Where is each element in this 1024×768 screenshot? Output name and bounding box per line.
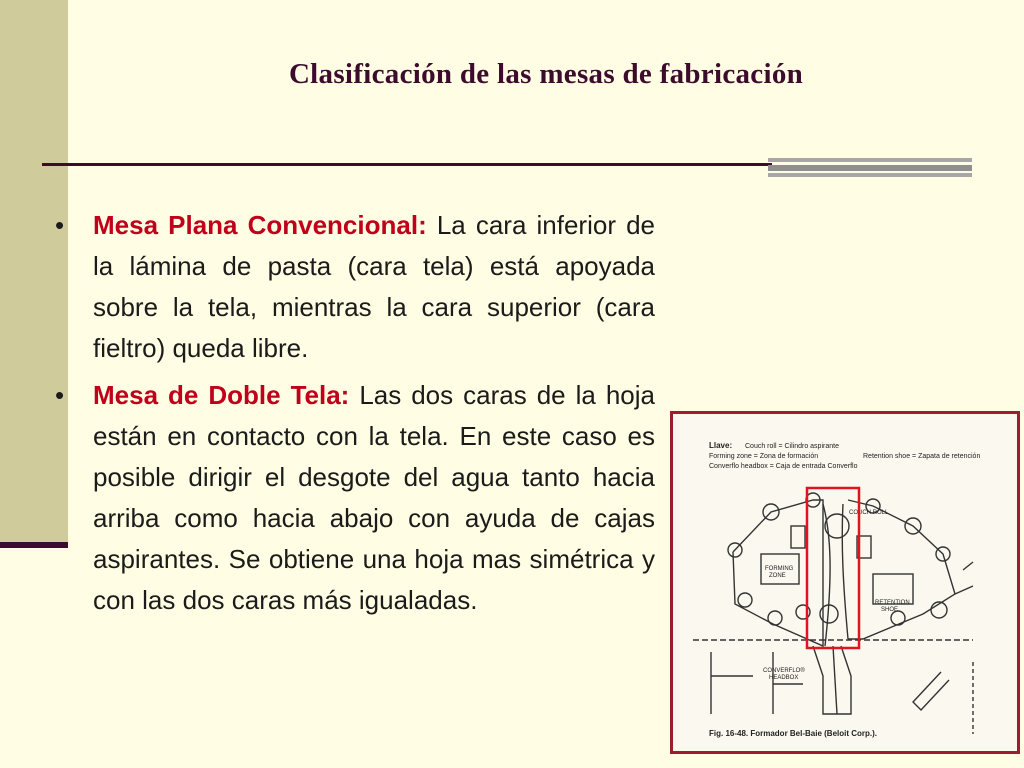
label-couch-roll: COUCH ROLL [849,510,889,516]
slide-title: Clasificación de las mesas de fabricación [288,58,804,90]
figure-legend-line: Converflo headbox = Caja de entrada Converflo [709,463,858,470]
figure-legend-line: Couch roll = Cilindro aspirante [745,443,839,450]
bel-baie-figure [670,411,1020,754]
figure-caption: Fig. 16-48. Formador Bel-Baie (Beloit Corp.). [709,729,878,738]
label-converflo-headbox: CONVERFLO® [763,668,805,674]
figure-legend-title: Llave: [709,441,733,450]
bullet-term: Mesa Plana Convencional: [93,210,427,240]
title-divider-accent [768,158,972,178]
label-converflo-headbox: HEADBOX [769,675,799,681]
label-retention-shoe: RETENTION [875,600,910,606]
machine-diagram [693,493,973,734]
label-forming-zone: FORMING [765,566,794,572]
figure-legend-line: Forming zone = Zona de formación [709,453,819,460]
bullet-item-mesa-plana [55,205,655,369]
label-retention-shoe: SHOE [881,607,899,613]
bullet-list [55,205,655,627]
title-divider [42,163,772,166]
bullet-term: Mesa de Doble Tela: [93,380,350,410]
label-forming-zone: ZONE [769,573,786,579]
bullet-text: La cara inferior de la lámina de pasta (cara tela) está apoyada sobre la tela, mientras la cara superior (cara fieltro) queda libre. [93,210,655,363]
bullet-text: Las dos caras de la hoja están en contacto con la tela. En este caso es posible dirigir el desgote del agua tanto hacia arriba como hacia abajo con ayuda de cajas aspirantes. Se obtiene una hoja mas simétrica y con las dos caras más igualadas. [93,380,655,615]
bullet-marker: • [55,210,65,240]
figure-legend-line: Retention shoe = Zapata de retención [863,453,981,460]
bullet-item-doble-tela [55,375,655,621]
bullet-marker: • [55,380,65,410]
